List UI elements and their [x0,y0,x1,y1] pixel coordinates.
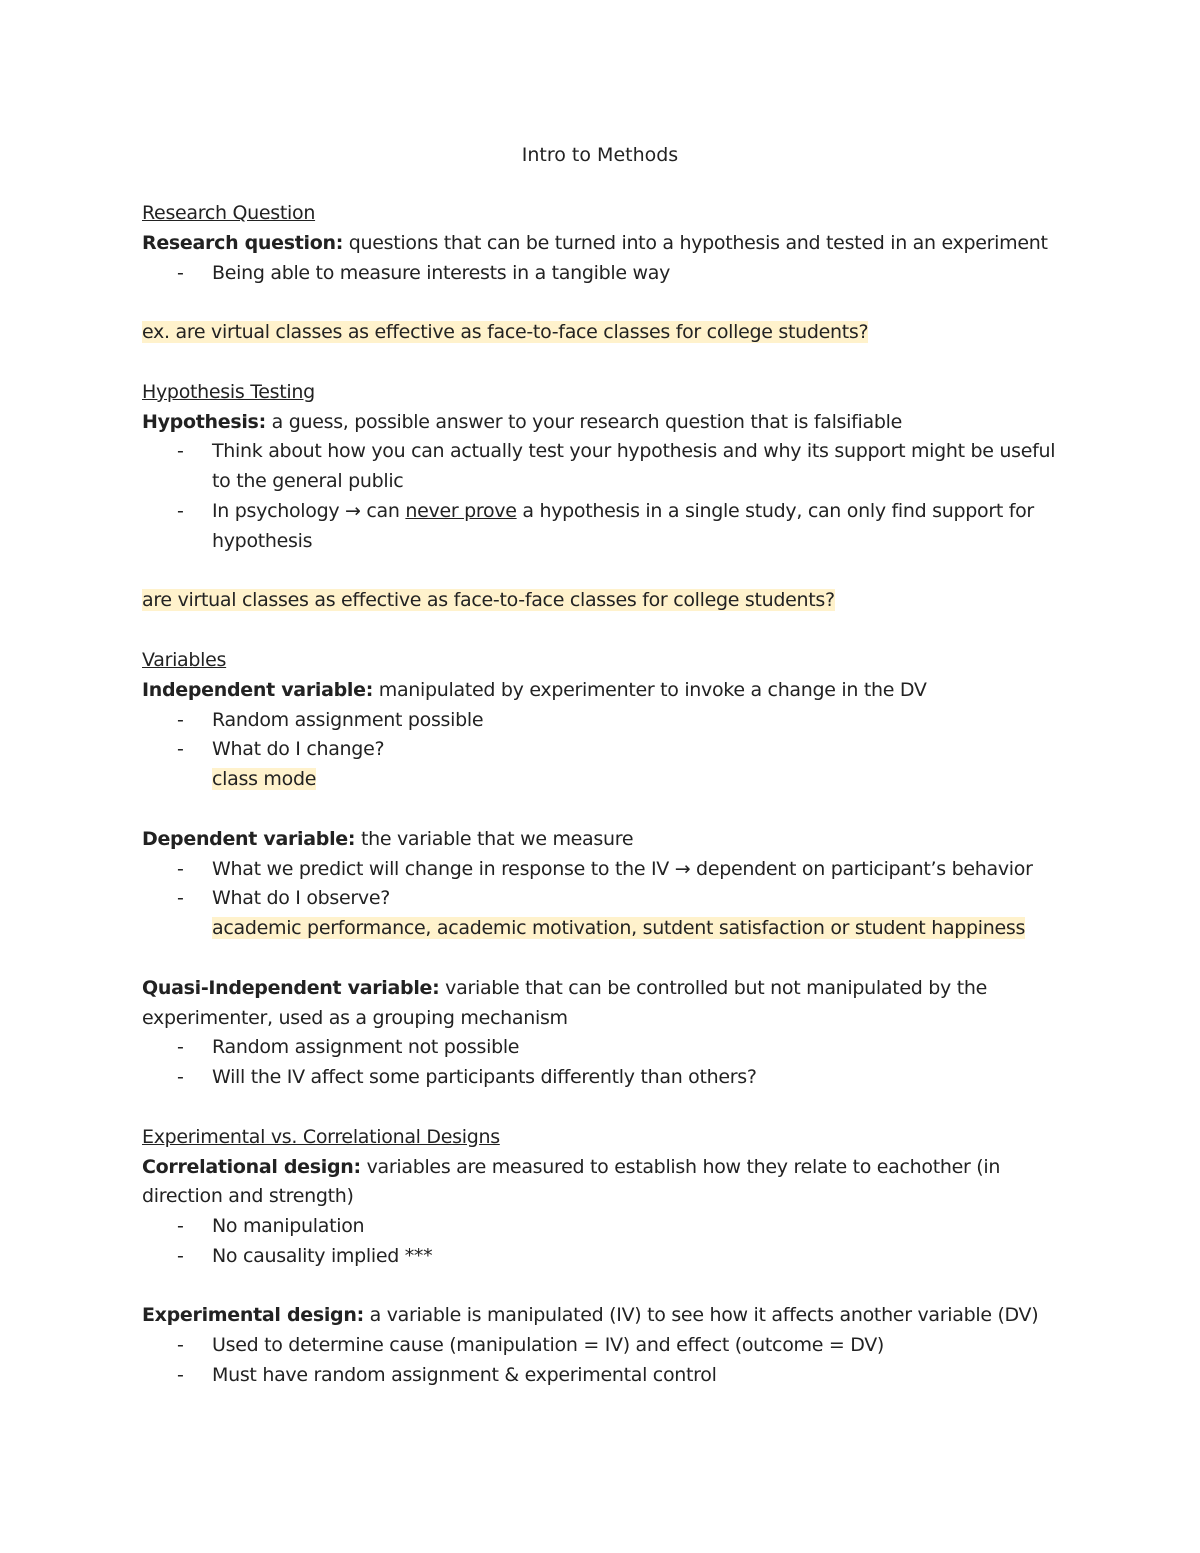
bullet-item [142,1033,1062,1063]
bullet-text: What do I change? [212,738,385,761]
bullet-marker: - [177,1215,184,1238]
definition-hypothesis [142,408,1062,438]
section-heading: Experimental vs. Correlational Designs [142,1125,500,1148]
definition-text: a guess, possible answer to your research question that is falsifiable [265,410,902,433]
definition-experimental-design [142,1301,1062,1331]
bullet-item [142,1212,1062,1242]
blank-line [142,616,1062,646]
section-research-question [142,199,1062,229]
bullet-text: Will the IV affect some participants differently than others? [212,1066,757,1089]
highlighted-example: ex. are virtual classes as effective as face-to-face classes for college students? [142,321,869,344]
bullet-marker: - [177,1066,184,1089]
definition-text: manipulated by experimenter to invoke a change in the DV [373,678,927,701]
answer-line [142,914,1062,944]
definition-quasi-independent-variable [142,974,1062,1034]
bullet-item [142,1361,1062,1391]
blank-line [142,795,1062,825]
bullet-marker: - [177,738,184,761]
blank-line [142,1093,1062,1123]
blank-line [142,288,1062,318]
bullet-item [142,497,1062,557]
definition-term: Experimental design: [142,1304,364,1327]
bullet-text: Being able to measure interests in a tangible way [212,261,671,284]
bullet-marker: - [177,708,184,731]
bullet-text: Think about how you can actually test your hypothesis and why its support might be useful to the general public [212,440,1056,493]
definition-term: Independent variable: [142,678,374,701]
bullet-item [142,1331,1062,1361]
definition-text: variable that can be controlled but not manipulated by the experimenter, used as a grouping mechanism [142,976,987,1029]
section-heading: Variables [142,648,227,671]
blank-line [142,1272,1062,1302]
bullet-text: Random assignment not possible [212,1036,520,1059]
definition-term: Research question: [142,231,344,254]
bullet-item [142,259,1062,289]
bullet-text: Must have random assignment & experimental control [212,1364,717,1387]
bullet-marker: - [177,1334,184,1357]
bullet-text: No causality implied *** [212,1244,433,1267]
example-line [142,318,1062,348]
definition-text: a variable is manipulated (IV) to see how it affects another variable (DV) [363,1304,1039,1327]
highlighted-answer: academic performance, academic motivation, sutdent satisfaction or student happiness [212,917,1026,940]
definition-term: Hypothesis: [142,410,266,433]
bullet-text: Used to determine cause (manipulation = IV) and effect (outcome = DV) [212,1334,885,1357]
bullet-text-end: a hypothesis in a single study, can only find support for hypothesis [212,499,1034,552]
section-heading: Research Question [142,202,316,224]
section-hypothesis-testing [142,378,1062,408]
blank-line [142,348,1062,378]
definition-text: questions that can be turned into a hypothesis and tested in an experiment [343,231,1048,254]
bullet-text-start: In psychology → can [212,499,406,522]
example-line [142,586,1062,616]
blank-line [142,944,1062,974]
bullet-marker: - [177,499,184,522]
definition-text: the variable that we measure [355,827,634,850]
definition-dependent-variable [142,825,1062,855]
highlighted-answer: class mode [212,768,317,791]
section-variables [142,646,1062,676]
bullet-item [142,855,1062,885]
bullet-marker: - [177,440,184,463]
bullet-item [142,1063,1062,1093]
bullet-marker: - [177,1364,184,1387]
bullet-text: No manipulation [212,1215,365,1238]
page-title: Intro to Methods [521,144,679,166]
bullet-item [142,437,1062,497]
highlighted-example: are virtual classes as effective as face-to-face classes for college students? [142,589,835,612]
bullet-text: What do I observe? [212,887,391,910]
bullet-marker: - [177,1244,184,1267]
definition-research-question [142,229,1062,259]
document-body [142,199,1062,1391]
bullet-item [142,1242,1062,1272]
bullet-text: Random assignment possible [212,708,484,731]
bullet-marker: - [177,261,184,284]
bullet-item [142,706,1062,736]
definition-text: variables are measured to establish how they relate to eachother (in direction and strength) [142,1155,1001,1208]
definition-term: Correlational design: [142,1155,361,1178]
bullet-item [142,884,1062,914]
definition-independent-variable [142,676,1062,706]
section-designs [142,1123,1062,1153]
bullet-text: What we predict will change in response to the IV → dependent on participant’s behavior [212,857,1033,880]
bullet-marker: - [177,1036,184,1059]
bullet-marker: - [177,887,184,910]
underlined-phrase: never prove [405,499,517,522]
answer-line [142,765,1062,795]
definition-correlational-design [142,1153,1062,1213]
definition-term: Dependent variable: [142,827,356,850]
section-heading: Hypothesis Testing [142,380,315,403]
definition-term: Quasi-Independent variable: [142,976,440,999]
bullet-marker: - [177,857,184,880]
bullet-item [142,735,1062,765]
blank-line [142,557,1062,587]
